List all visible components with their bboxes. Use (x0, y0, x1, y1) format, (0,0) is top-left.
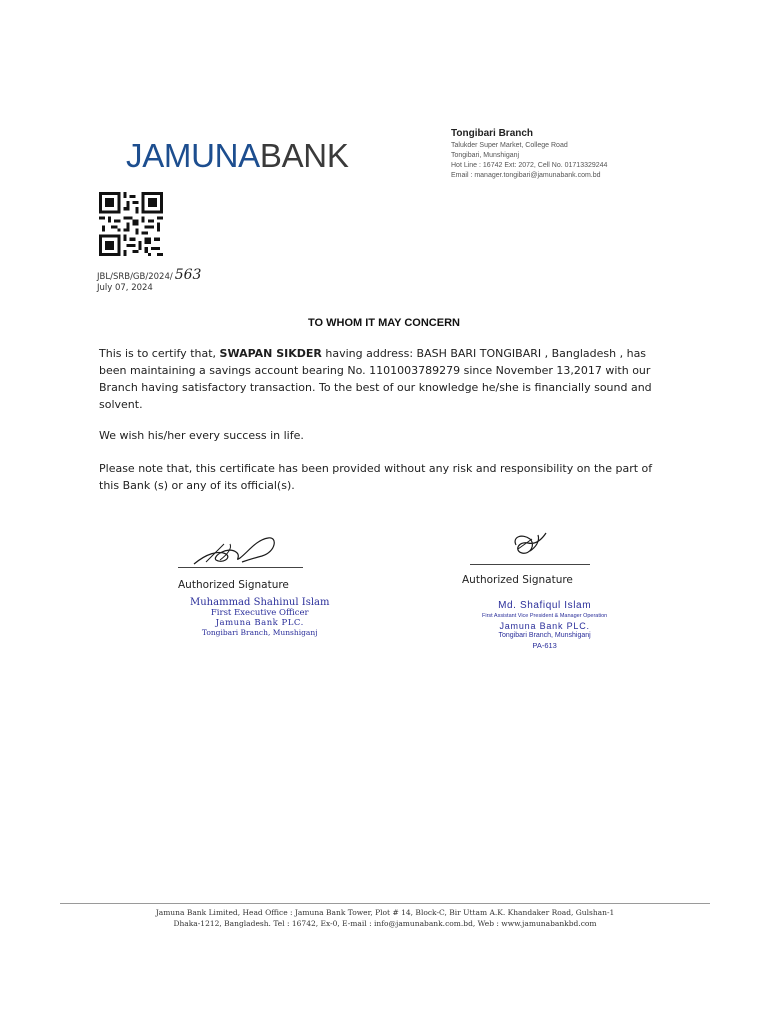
p1-body: having address: BASH BARI TONGIBARI , Bangladesh , has been maintaining a savings account bearing No. 1101003789279 since November 13,2017 with our Branch having satisfactory transaction. To the best of our knowledge he/she is financially sound and solvent. (99, 347, 652, 411)
reference-prefix: JBL/SRB/GB/2024/ (97, 272, 173, 282)
logo-text-jamuna: JAMUNA (126, 137, 260, 174)
left-signature-label: Authorized Signature (178, 579, 289, 591)
logo-text-bank: BANK (259, 137, 349, 174)
branch-address-line2: Tongibari, Munshiganj (451, 152, 520, 159)
left-officer-title: First Executive Officer (210, 608, 309, 618)
left-signature-scribble (176, 532, 296, 570)
disclaimer-paragraph: Please note that, this certificate has been provided without any risk and responsibility on the part of this Bank (s) or any of its official(s). (99, 462, 653, 492)
branch-email: Email : manager.tongibari@jamunabank.com.bd (451, 172, 601, 179)
p1-intro: This is to certify that, (99, 347, 220, 360)
right-officer-title: First Assistant Vice President & Manager Operation (482, 613, 608, 619)
branch-address-block (451, 128, 607, 181)
right-officer-name: Md. Shafiqul Islam (498, 600, 592, 611)
right-officer-bank: Jamuna Bank PLC. (499, 621, 590, 631)
qr-code-icon (99, 192, 163, 256)
left-officer-branch: Tongibari Branch, Munshiganj (201, 628, 318, 637)
letter-heading: TO WHOM IT MAY CONCERN (308, 317, 460, 329)
wish-paragraph: We wish his/her every success in life. (99, 429, 304, 442)
footer-line1: Jamuna Bank Limited, Head Office : Jamuna Bank Tower, Plot # 14, Block-C, Bir Uttam A.K. Khandaker Road, Gulshan-1 (155, 908, 615, 917)
left-officer-bank: Jamuna Bank PLC. (215, 618, 304, 628)
reference-number (97, 267, 202, 283)
right-officer-branch: Tongibari Branch, Munshiganj (498, 632, 591, 639)
left-officer-stamp (190, 598, 329, 638)
right-signature-line (470, 564, 590, 565)
reference-block (97, 267, 202, 294)
right-officer-pa-number: PA-613 (532, 641, 557, 650)
branch-hotline: Hot Line : 16742 Ext: 2072, Cell No. 01713329244 (451, 162, 608, 169)
customer-name: SWAPAN SIKDER (219, 347, 322, 360)
certification-paragraph (99, 345, 667, 413)
right-officer-stamp (482, 601, 607, 651)
footer-line2: Dhaka-1212, Bangladesh. Tel : 16742, Ex-0, E-mail : info@jamunabank.com.bd, Web : www.jamunabankbd.com (173, 919, 597, 928)
left-signature-line (178, 567, 303, 568)
branch-name: Tongibari Branch (451, 128, 534, 139)
bank-logo (126, 136, 349, 176)
left-officer-name: Muhammad Shahinul Islam (190, 597, 330, 608)
right-signature-scribble (502, 525, 592, 563)
branch-address-line1: Talukder Super Market, College Road (451, 142, 568, 149)
reference-handwritten-number: 563 (174, 267, 202, 283)
footer-divider (60, 903, 710, 904)
letter-date: July 07, 2024 (97, 283, 153, 293)
footer-head-office (60, 907, 710, 929)
right-signature-label: Authorized Signature (462, 574, 573, 586)
